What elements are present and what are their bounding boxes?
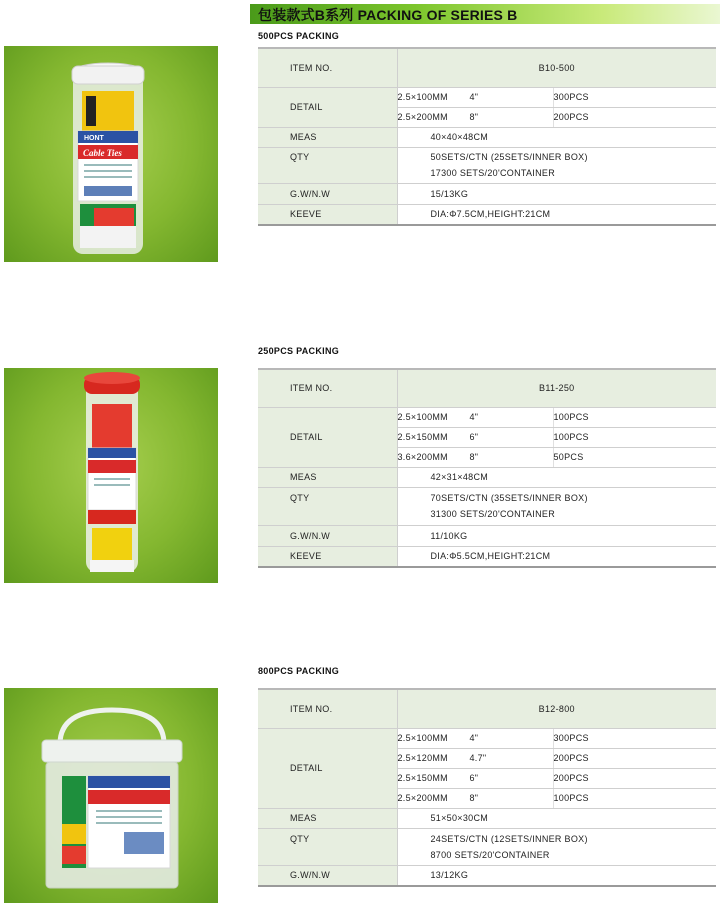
meas-value: 40×40×48CM (397, 127, 716, 147)
detail-inch: 8" (469, 452, 479, 462)
detail-size: 2.5×100MM (397, 92, 448, 102)
detail-size: 2.5×150MM (397, 773, 448, 783)
meas-value: 51×50×30CM (397, 808, 716, 828)
item-no-value: B11-250 (397, 369, 716, 407)
detail-inch: 8" (469, 793, 479, 803)
page-title: 包装款式B系列 PACKING OF SERIES B (258, 7, 518, 23)
row-keeve (258, 546, 716, 567)
product-photo-250 (4, 368, 218, 583)
section-label-250: 250PCS PACKING (258, 346, 340, 356)
section-label-500: 500PCS PACKING (258, 31, 340, 41)
detail-inch: 6" (469, 432, 479, 442)
product-photo-800 (4, 688, 218, 903)
spec-table-800 (258, 688, 716, 887)
detail-size: 2.5×200MM (397, 793, 448, 803)
detail-label: DETAIL (258, 728, 397, 808)
keeve-value: DIA:Φ7.5CM,HEIGHT:21CM (397, 204, 716, 225)
row-detail (258, 407, 716, 427)
item-no-label: ITEM NO. (258, 689, 397, 728)
row-detail (258, 87, 716, 107)
detail-inch: 4" (469, 92, 479, 102)
detail-size: 3.6×200MM (397, 452, 448, 462)
detail-size: 2.5×100MM (397, 412, 448, 422)
spec-table-250 (258, 368, 716, 568)
section-label-800: 800PCS PACKING (258, 666, 340, 676)
detail-size: 2.5×120MM (397, 753, 448, 763)
qty-line-2: 17300 SETS/20'CONTAINER (430, 168, 555, 178)
detail-qty: 100PCS (553, 427, 716, 447)
product-name-text: Cable Ties (83, 148, 122, 158)
row-qty (258, 828, 716, 865)
detail-inch: 4" (469, 733, 479, 743)
gw-label: G.W/N.W (258, 183, 397, 204)
row-meas (258, 467, 716, 487)
keeve-label: KEEVE (258, 204, 397, 225)
meas-label: MEAS (258, 467, 397, 487)
spec-table-500 (258, 47, 716, 226)
detail-label: DETAIL (258, 407, 397, 467)
brand-logo-text: HONT (84, 135, 104, 142)
detail-qty: 300PCS (553, 728, 716, 748)
detail-inch: 4" (469, 412, 479, 422)
detail-label: DETAIL (258, 87, 397, 127)
detail-size: 2.5×100MM (397, 733, 448, 743)
gw-value: 15/13KG (397, 183, 716, 204)
tube-250-illustration (4, 368, 218, 583)
detail-size: 2.5×200MM (397, 112, 448, 122)
keeve-value: DIA:Φ5.5CM,HEIGHT:21CM (397, 546, 716, 567)
row-gw (258, 183, 716, 204)
detail-qty: 100PCS (553, 407, 716, 427)
meas-value: 42×31×48CM (397, 467, 716, 487)
gw-value: 11/10KG (397, 525, 716, 546)
detail-qty: 300PCS (553, 87, 716, 107)
gw-value: 13/12KG (397, 865, 716, 886)
tube-500-illustration (4, 46, 218, 262)
qty-line-1: 50SETS/CTN (25SETS/INNER BOX) (430, 152, 588, 162)
row-item-no (258, 689, 716, 728)
qty-label: QTY (258, 487, 397, 525)
detail-qty: 200PCS (553, 748, 716, 768)
detail-inch: 6" (469, 773, 479, 783)
bucket-800-illustration (4, 688, 218, 903)
item-no-value: B12-800 (397, 689, 716, 728)
meas-label: MEAS (258, 127, 397, 147)
row-detail (258, 728, 716, 748)
qty-line-2: 8700 SETS/20'CONTAINER (430, 849, 550, 860)
row-item-no (258, 48, 716, 87)
qty-line-1: 70SETS/CTN (35SETS/INNER BOX) (430, 493, 588, 503)
row-qty (258, 487, 716, 525)
row-gw (258, 525, 716, 546)
qty-line-1: 24SETS/CTN (12SETS/INNER BOX) (430, 833, 588, 844)
detail-qty: 200PCS (553, 107, 716, 127)
row-meas (258, 808, 716, 828)
qty-label: QTY (258, 147, 397, 183)
detail-size: 2.5×150MM (397, 432, 448, 442)
qty-label: QTY (258, 828, 397, 865)
meas-label: MEAS (258, 808, 397, 828)
product-photo-500 (4, 46, 218, 262)
detail-qty: 50PCS (553, 447, 716, 467)
keeve-label: KEEVE (258, 546, 397, 567)
detail-inch: 8" (469, 112, 479, 122)
detail-inch: 4.7" (469, 753, 487, 763)
qty-line-2: 31300 SETS/20'CONTAINER (430, 509, 555, 519)
detail-qty: 100PCS (553, 788, 716, 808)
row-gw (258, 865, 716, 886)
row-meas (258, 127, 716, 147)
item-no-label: ITEM NO. (258, 48, 397, 87)
detail-qty: 200PCS (553, 768, 716, 788)
gw-label: G.W/N.W (258, 865, 397, 886)
row-keeve (258, 204, 716, 225)
item-no-value: B10-500 (397, 48, 716, 87)
row-qty (258, 147, 716, 183)
row-item-no (258, 369, 716, 407)
item-no-label: ITEM NO. (258, 369, 397, 407)
gw-label: G.W/N.W (258, 525, 397, 546)
